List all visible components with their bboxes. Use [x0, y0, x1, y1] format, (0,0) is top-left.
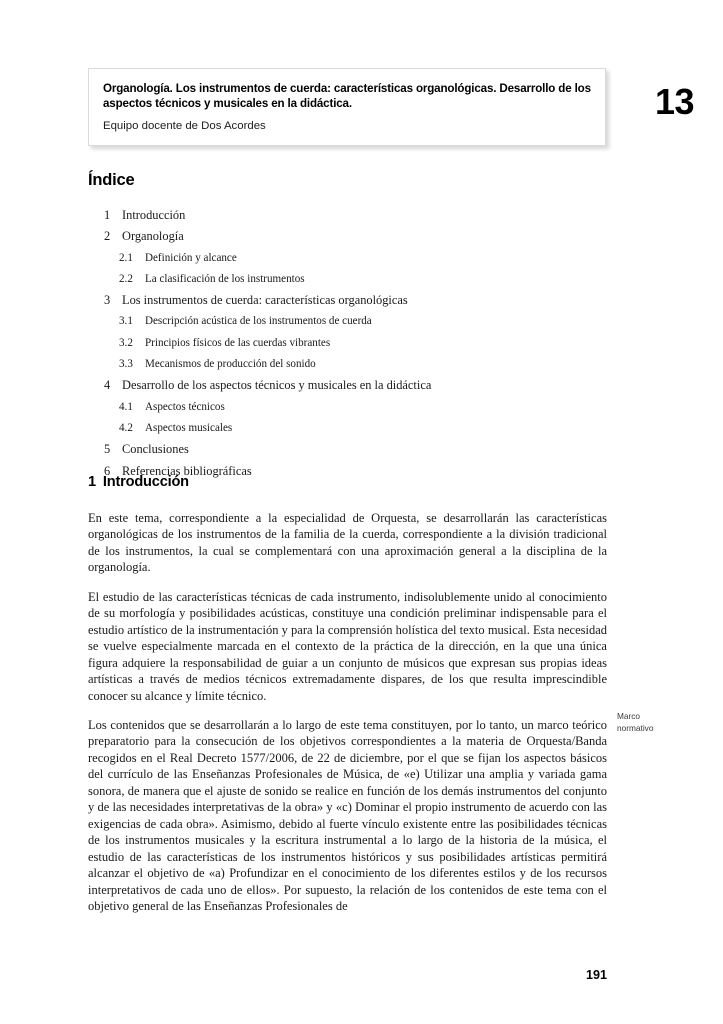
- toc-entry-number: 6: [104, 463, 111, 478]
- toc-entry-label: Desarrollo de los aspectos técnicos y musicales en la didáctica: [122, 378, 432, 393]
- toc-entry-number: 5: [104, 442, 111, 457]
- paragraph: Los contenidos que se desarrollarán a lo largo de este tema constituyen, por lo tanto, un marco teórico preparatorio para la consecución de los objetivos correspondientes a la materia de Orquesta/Banda recogidos en el Real Decreto 1577/2006, de 22 de diciembre, por el que se fijan los aspectos básicos del currículo de las Enseñanzas Profesionales de Música, de «e) Utilizar una amplia y variada gama sonora, de manera que el ajuste de sonido se realice en función de los demás instrumentos del conjunto y de las necesidades interpretativas de la obra» y «c) Dominar el propio instrumento de acuerdo con las exigencias de cada obra». Asimismo, debido al fuerte vínculo existente entre las posibilidades técnicas de los instrumentos musicales y la escritura instrumental a lo largo de la historia de la música, el estudio de las características de los instrumentos históricos y sus posibilidades artísticas permitirá alcanzar el objetivo de «a) Profundizar en el conocimiento de los diferentes estilos y de los recursos interpretativos de cada uno de ellos». Por supuesto, la relación de los contenidos de este tema con el objetivo general de las Enseñanzas Profesionales de: [88, 717, 607, 913]
- chapter-title: Organología. Los instrumentos de cuerda: características organológicas. Desarrollo de los aspectos técnicos y musicales en la didáctica.: [103, 82, 591, 110]
- toc-entry[interactable]: [88, 418, 608, 439]
- toc-entry[interactable]: [88, 269, 608, 290]
- toc-entry[interactable]: [88, 205, 608, 226]
- toc-entry[interactable]: [88, 354, 608, 375]
- toc-entry-label: Aspectos musicales: [145, 421, 233, 434]
- toc-entry[interactable]: [88, 439, 608, 460]
- chapter-number: 13: [654, 81, 694, 122]
- margin-note-line-1: Marco: [617, 711, 641, 721]
- toc-entry-number: 1: [104, 208, 111, 222]
- chapter-author: Equipo docente de Dos Acordes: [103, 120, 266, 133]
- toc-entry-label: Aspectos técnicos: [145, 400, 225, 413]
- toc-entry[interactable]: [88, 333, 608, 354]
- toc-entry-label: Descripción acústica de los instrumentos de cuerda: [145, 315, 372, 328]
- section-heading: [88, 473, 189, 491]
- toc-entry-number: 3.2: [119, 336, 133, 349]
- page-number: 191: [585, 968, 607, 982]
- toc-entry[interactable]: [88, 290, 608, 311]
- toc-entry-number: 2.2: [119, 272, 133, 285]
- section-heading-label: Introducción: [102, 474, 189, 490]
- section-heading-number: 1: [88, 474, 96, 490]
- table-of-contents: [88, 205, 608, 482]
- toc-entry-number: 3.3: [119, 358, 133, 371]
- index-heading: Índice: [88, 171, 135, 189]
- toc-entry[interactable]: [88, 226, 608, 247]
- toc-entry[interactable]: [88, 248, 608, 269]
- toc-entry-label: Referencias bibliográficas: [122, 463, 252, 478]
- toc-entry-number: 4.2: [119, 421, 133, 434]
- toc-entry-label: Principios físicos de las cuerdas vibrantes: [145, 336, 331, 349]
- margin-note-line-2: normativo: [617, 722, 654, 733]
- toc-entry[interactable]: [88, 311, 608, 332]
- body-text: [88, 510, 607, 914]
- toc-entry-number: 2: [104, 229, 111, 244]
- toc-entry[interactable]: [88, 397, 608, 418]
- toc-entry-label: La clasificación de los instrumentos: [145, 272, 305, 285]
- toc-entry-label: Mecanismos de producción del sonido: [145, 358, 316, 371]
- toc-entry-number: 2.1: [119, 251, 133, 264]
- toc-entry-number: 3: [104, 293, 111, 308]
- toc-entry-number: 4: [104, 378, 111, 393]
- margin-note: [617, 711, 707, 734]
- toc-entry-label: Conclusiones: [122, 442, 189, 457]
- chapter-title-box: [88, 68, 606, 146]
- chapter-header: [88, 68, 708, 160]
- toc-entry-label: Definición y alcance: [145, 251, 237, 264]
- toc-entry-label: Organología: [122, 229, 184, 244]
- toc-entry-label: Introducción: [122, 208, 186, 222]
- paragraph: El estudio de las características técnicas de cada instrumento, indisolublemente unido al conocimiento de su morfología y posibilidades acústicas, constituye una condición preliminar indispensable para el estudio artístico de la instrumentación y para la comprensión holística del texto musical. Esta necesidad se vuelve especialmente marcada en el contexto de la práctica de la dirección, en la que una única figura adquiere la responsabilidad de guiar a un conjunto de músicos que expresan sus propias ideas artísticas a través de medios técnicos extremadamente dispares, de los que resulta imprescindible conocer su alcance y límite técnico.: [88, 589, 607, 703]
- toc-entry-label: Los instrumentos de cuerda: características organológicas: [122, 293, 408, 308]
- toc-entry-number: 3.1: [119, 315, 133, 328]
- paragraph: En este tema, correspondiente a la especialidad de Orquesta, se desarrollarán las características organológicas de los instrumentos de la familia de la cuerda, correspondiente a la división tradicional de los instrumentos, la cual se complementará con una aproximación general a la disciplina de la organología.: [88, 511, 607, 575]
- toc-entry[interactable]: [88, 375, 608, 396]
- toc-entry-number: 4.1: [119, 400, 133, 413]
